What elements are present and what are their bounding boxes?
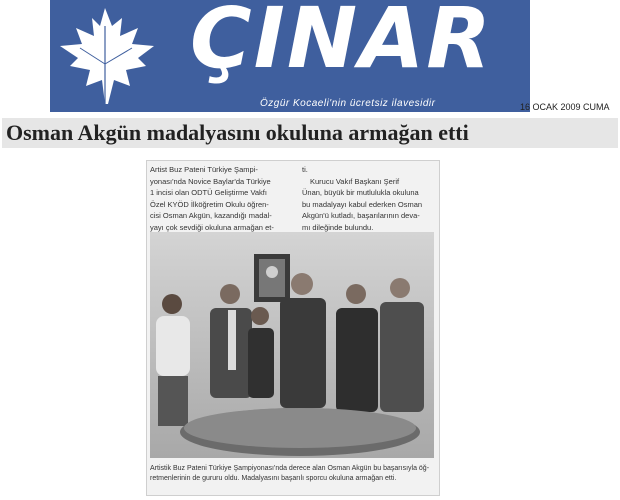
text-line: Artist Buz Pateni Türkiye Şampi- [150,165,258,174]
issue-date: 16 OCAK 2009 CUMA [520,102,610,112]
article-right-column [302,164,436,233]
masthead [50,0,530,112]
text-line: mı dileğinde bulundu. [302,222,374,232]
masthead-logo: ÇINAR [190,0,493,87]
headline-bar [2,118,618,148]
text-line: Kurucu Vakıf Başkanı Şerif [310,176,400,186]
text-line: Akgün'ü kutladı, başarılarının deva- [302,211,420,220]
caption-line: retmenlerinin de gururu oldu. Madalyasını başarılı sporcu okuluna armağan etti. [150,475,397,482]
headline: Osman Akgün madalyasını okuluna armağan etti [6,120,469,145]
text-line: cisi Osman Akgün, kazandığı madal- [150,211,272,220]
maple-leaf-icon [50,4,160,109]
article-photo [150,232,434,458]
group-photo-image [150,232,434,458]
masthead-tagline: Özgür Kocaeli'nin ücretsiz ilavesidir [260,98,436,109]
photo-caption [150,464,434,484]
text-line: ti. [302,165,308,174]
text-line: Ünan, büyük bir mutlulukla okuluna [302,188,419,197]
caption-line: Artistik Buz Pateni Türkiye Şampiyonası'nda derece alan Osman Akgün bu başarısıyla öğ- [150,465,430,472]
text-line: yayı çok sevdiği okuluna armağan et- [150,222,274,232]
text-line: 1 incisi olan ODTÜ Geliştirme Vakfı [150,188,267,197]
text-line: yonası'nda Novice Baylar'da Türkiye [150,176,271,186]
article-left-column [150,164,300,233]
text-line: Özel KYÖD İlköğretim Okulu öğren- [150,199,269,209]
text-line: bu madalyayı kabul ederken Osman [302,199,423,209]
